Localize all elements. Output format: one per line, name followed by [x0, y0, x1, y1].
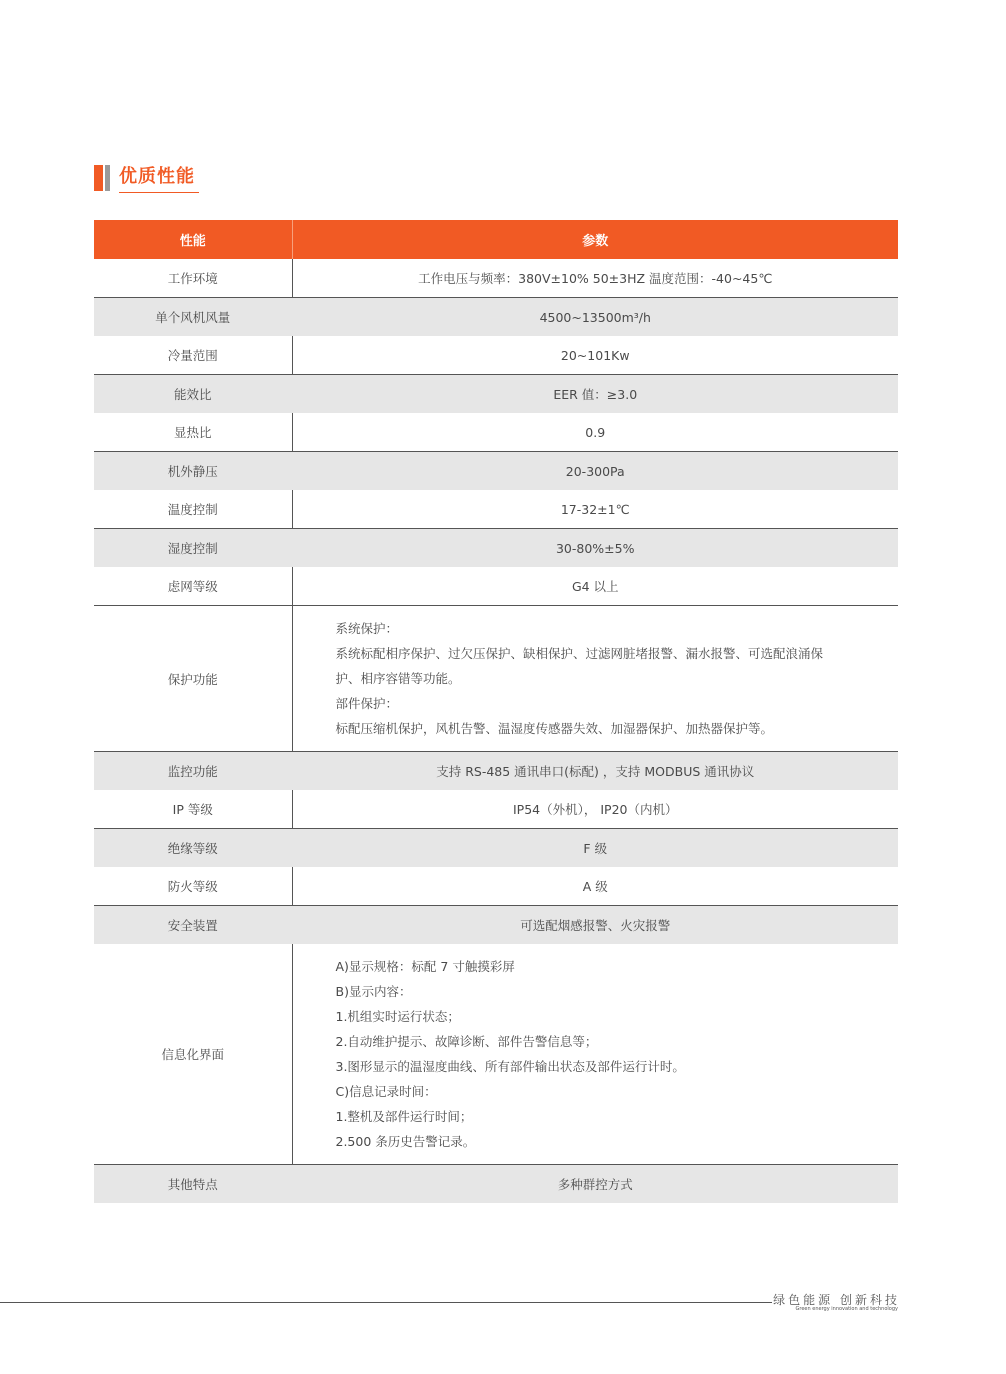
row-value: F 级 [292, 829, 898, 868]
table-row [94, 906, 898, 945]
table-row [94, 375, 898, 414]
section-heading [94, 162, 199, 193]
row-value: 0.9 [292, 413, 898, 452]
row-key: 监控功能 [94, 752, 292, 791]
row-key: 机外静压 [94, 452, 292, 491]
row-value: 多种群控方式 [292, 1165, 898, 1204]
table-row [94, 1165, 898, 1204]
table-row [94, 298, 898, 337]
text-line: A)显示规格：标配 7 寸触摸彩屏 [335, 959, 515, 974]
text-line: 2.500 条历史告警记录。 [335, 1134, 476, 1149]
row-value: 30-80%±5% [292, 529, 898, 568]
header-parameter: 参数 [292, 220, 898, 259]
section-title: 优质性能 [119, 162, 199, 193]
row-key: 温度控制 [94, 490, 292, 529]
text-line: 护、相序容错等功能。 [335, 671, 461, 686]
header-property: 性能 [94, 220, 292, 259]
table-row [94, 752, 898, 791]
table-row [94, 413, 898, 452]
row-key: 安全装置 [94, 906, 292, 945]
row-value: 17-32±1℃ [292, 490, 898, 529]
row-key: 能效比 [94, 375, 292, 414]
text-line: B)显示内容： [335, 984, 412, 999]
title-marker-icon [94, 165, 110, 191]
row-value: IP54（外机）， IP20（内机） [292, 790, 898, 829]
row-value: 20-300Pa [292, 452, 898, 491]
footer-slogan-cn: 绿色能源 创新科技 [773, 1293, 900, 1307]
row-key: 绝缘等级 [94, 829, 292, 868]
row-value: A 级 [292, 867, 898, 906]
row-key: 冷量范围 [94, 336, 292, 375]
table-row [94, 452, 898, 491]
row-value: 可选配烟感报警、火灾报警 [292, 906, 898, 945]
table-row [94, 490, 898, 529]
row-key: IP 等级 [94, 790, 292, 829]
row-key: 其他特点 [94, 1165, 292, 1204]
row-value: EER 值：≥3.0 [292, 375, 898, 414]
row-key: 单个风机风量 [94, 298, 292, 337]
row-key: 工作环境 [94, 259, 292, 298]
row-key: 显热比 [94, 413, 292, 452]
row-key: 信息化界面 [94, 944, 292, 1165]
row-key: 保护功能 [94, 606, 292, 752]
table-row [94, 529, 898, 568]
spec-table [94, 220, 898, 1203]
table-row [94, 790, 898, 829]
text-line: 部件保护： [335, 696, 399, 711]
row-value-multiline [292, 606, 898, 752]
table-row [94, 944, 898, 1165]
row-key: 防火等级 [94, 867, 292, 906]
row-value: 4500~13500m³/h [292, 298, 898, 337]
table-row [94, 867, 898, 906]
table-row [94, 259, 898, 298]
row-value: 20~101Kw [292, 336, 898, 375]
footer-slogan-en: Green energy innovation and technology [795, 1306, 898, 1312]
row-value: 支持 RS-485 通讯串口(标配) ，支持 MODBUS 通讯协议 [292, 752, 898, 791]
row-value: G4 以上 [292, 567, 898, 606]
text-line: 3.图形显示的温湿度曲线、所有部件输出状态及部件运行计时。 [335, 1059, 685, 1074]
table-row [94, 606, 898, 752]
text-line: 1.机组实时运行状态； [335, 1009, 460, 1024]
text-line: 2.自动维护提示、故障诊断、部件告警信息等； [335, 1034, 598, 1049]
footer-divider [0, 1302, 772, 1303]
table-row [94, 567, 898, 606]
row-key: 虑网等级 [94, 567, 292, 606]
row-value: 工作电压与频率：380V±10% 50±3HZ 温度范围：-40~45℃ [292, 259, 898, 298]
table-header-row [94, 220, 898, 259]
text-line: C)信息记录时间： [335, 1084, 437, 1099]
text-line: 系统保护： [335, 621, 399, 636]
row-key: 湿度控制 [94, 529, 292, 568]
text-line: 标配压缩机保护，风机告警、温湿度传感器失效、加湿器保护、加热器保护等。 [335, 721, 774, 736]
row-value-multiline [292, 944, 898, 1165]
table-row [94, 336, 898, 375]
text-line: 1.整机及部件运行时间； [335, 1109, 473, 1124]
table-row [94, 829, 898, 868]
text-line: 系统标配相序保护、过欠压保护、缺相保护、过滤网脏堵报警、漏水报警、可选配浪涌保 [335, 646, 824, 661]
